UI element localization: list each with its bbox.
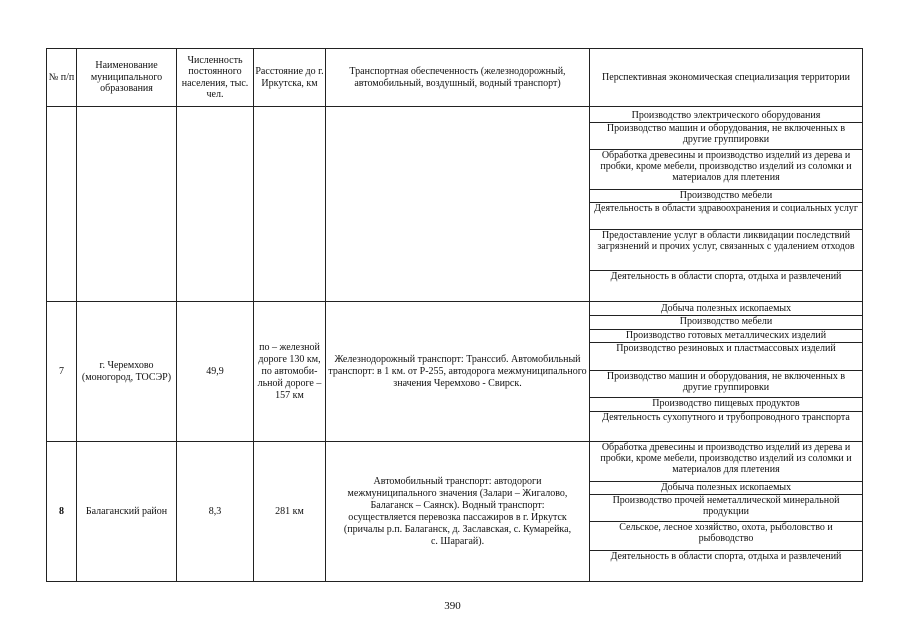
cont-dist-cell [254, 107, 326, 302]
header-specialization: Перспективная экономическая специализация территории [590, 49, 863, 107]
spec-item: Производство мебели [590, 316, 862, 330]
spec-item: Сельское, лесное хозяйство, охота, рыболовство и рыбоводство [590, 522, 862, 551]
cont-transport-cell [326, 107, 590, 302]
header-num: № п/п [47, 49, 77, 107]
spec-item: Производство машин и оборудования, не включенных в другие группировки [590, 123, 862, 150]
row7-name: г. Черемхово (моногород, ТОСЭР) [77, 302, 177, 442]
spec-item: Производство мебели [590, 190, 862, 203]
row8-transport: Автомобильный транспорт: автодороги межмуниципального значения (Залари – Жигалово, Балаганск – Саянск). Водный транспорт: осуществляется перевозка пассажиров в г. Иркутск (причалы р.п. Балаганск, д. Заславская, с. Кумарейка, с. Шарагай). [326, 442, 590, 582]
row8-spec-cell [590, 442, 863, 582]
spec-item: Добыча полезных ископаемых [590, 303, 862, 316]
row7-pop: 49,9 [177, 302, 254, 442]
header-population: Численность постоянного населения, тыс. чел. [177, 49, 254, 107]
row8-name: Балаганский район [77, 442, 177, 582]
spec-item: Деятельность в области здравоохранения и социальных услуг [590, 203, 862, 230]
spec-item: Производство машин и оборудования, не включенных в другие группировки [590, 371, 862, 398]
table-row-continued [47, 107, 863, 302]
spec-item: Обработка древесины и производство изделий из дерева и пробки, кроме мебели, производство изделий из соломки и материалов для плетения [590, 150, 862, 190]
cont-num-cell [47, 107, 77, 302]
row8-pop: 8,3 [177, 442, 254, 582]
row8-dist: 281 км [254, 442, 326, 582]
spec-item: Обработка древесины и производство изделий из дерева и пробки, кроме мебели, производство изделий из соломки и материалов для плетения [590, 442, 862, 482]
spec-item: Добыча полезных ископаемых [590, 482, 862, 495]
table-row-8 [47, 442, 863, 582]
header-row [47, 49, 863, 107]
header-distance: Расстояние до г. Иркутска, км [254, 49, 326, 107]
row7-transport: Железнодорожный транспорт: Транссиб. Автомобильный транспорт: в 1 км. от Р-255, автодорога межмуниципального значения Черемхово - Свирск. [326, 302, 590, 442]
spec-item: Деятельность в области спорта, отдыха и развлечений [610, 271, 842, 282]
row8-num: 8 [47, 442, 77, 582]
specialization-table [46, 48, 863, 582]
spec-item: Деятельность в области спорта, отдыха и развлечений [610, 551, 842, 562]
header-name: Наименование муниципального образования [77, 49, 177, 107]
row7-num: 7 [47, 302, 77, 442]
row7-dist: по – железной дороге 130 км, по автомоби-льной дороге – 157 км [254, 302, 326, 442]
table-row-7 [47, 302, 863, 442]
cont-name-cell [77, 107, 177, 302]
page-number: 390 [444, 600, 461, 612]
header-transport: Транспортная обеспеченность (железнодорожный, автомобильный, воздушный, водный транспорт) [326, 49, 590, 107]
spec-item: Производство прочей неметаллической минеральной продукции [590, 495, 862, 522]
spec-item: Производство готовых металлических изделий [590, 330, 862, 343]
row7-spec-cell [590, 302, 863, 442]
spec-item: Производство резиновых и пластмассовых изделий [590, 343, 862, 371]
cont-pop-cell [177, 107, 254, 302]
cont-spec-cell [590, 107, 863, 302]
spec-item: Деятельность сухопутного и трубопроводного транспорта [602, 411, 850, 423]
spec-item: Предоставление услуг в области ликвидации последствий загрязнений и прочих услуг, связанных с удалением отходов [590, 230, 862, 271]
spec-item: Производство электрического оборудования [590, 110, 862, 123]
spec-item: Производство пищевых продуктов [590, 398, 862, 412]
